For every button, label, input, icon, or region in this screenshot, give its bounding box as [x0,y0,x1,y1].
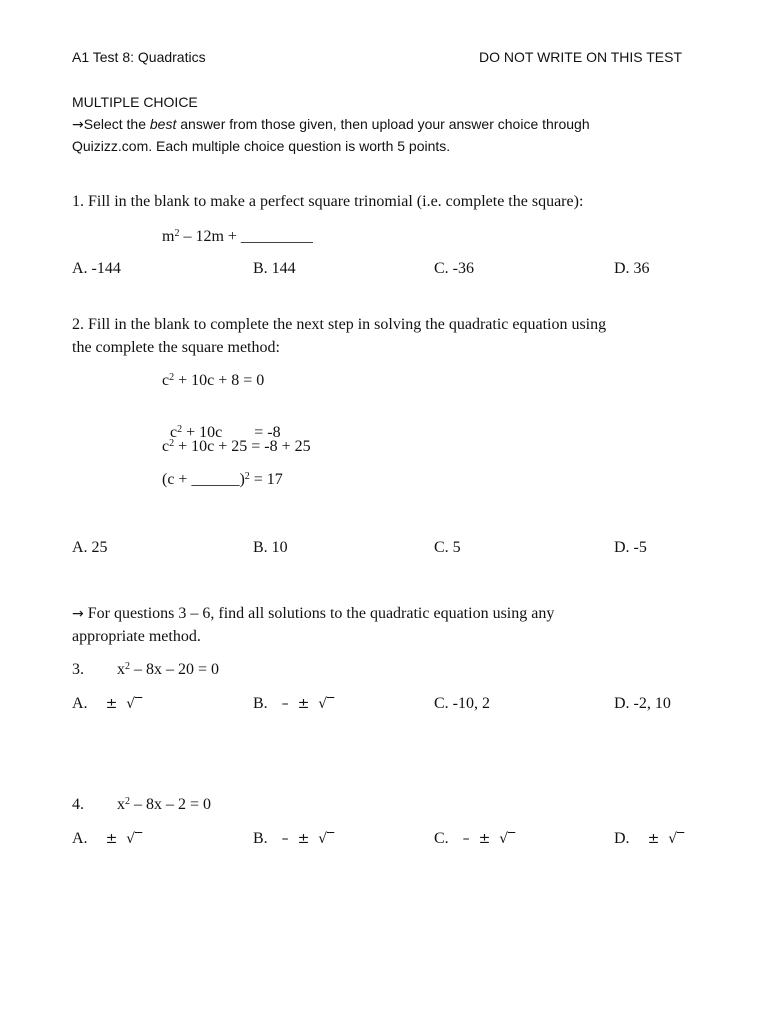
section-title-multiple-choice: MULTIPLE CHOICE [72,94,198,110]
q1-choice-a: A. -144 [72,260,121,277]
arrow-right-icon: → [72,606,84,622]
radical-icon: – ± √‾ [281,696,335,712]
q2-prompt-line-2: the complete the square method: [72,339,280,356]
radical-icon: ± √‾ [647,831,685,847]
q1-prompt: 1. Fill in the blank to make a perfect square trinomial (i.e. complete the square): [72,193,584,210]
radical-icon: – ± √‾ [281,831,335,847]
q4-choice-c: C. – ± √‾ [434,830,516,847]
q2-choice-c: C. 5 [434,539,461,556]
q2-choice-b: B. 10 [253,539,288,556]
q2-step-4: (c + ______)$^2$ = 17 [162,471,283,488]
section-2-line-1: → For questions 3 – 6, find all solutions to the quadratic equation using any [72,605,555,622]
instructions-line-2: Quizizz.com. Each multiple choice question is worth 5 points. [72,138,451,154]
q3-choice-c: C. -10, 2 [434,695,490,712]
q4-number: 4. [72,796,84,813]
q1-choice-d: D. 36 [614,260,650,277]
q4-choice-d: D. ± √‾ [614,830,685,847]
radical-icon: ± √‾ [105,696,143,712]
q1-choice-b: B. 144 [253,260,296,277]
test-title: A1 Test 8: Quadratics [72,49,206,65]
q4-choice-b: B. – ± √‾ [253,830,335,847]
instructions-line-1 [72,116,590,134]
section-2-line-2: appropriate method. [72,628,201,645]
q1-choice-c: C. -36 [434,260,474,277]
q2-step-1: $c^2 + 10c + 8 = 0$ [162,372,265,389]
q1-expression: $m^2 - 12m$ + _________ [162,228,313,245]
q2-step-2: $c^2 + 10c$ = -8 [170,424,281,442]
q2-choice-d: D. -5 [614,539,647,556]
instructions-emphasis: best [149,116,177,132]
radical-icon: ± √‾ [105,831,143,847]
radical-icon: – ± √‾ [462,831,516,847]
q2-step-3: $c^2 + 10c + 25 = -8 + 25$ [162,438,311,455]
q2-prompt-line-1: 2. Fill in the blank to complete the next step in solving the quadratic equation using [72,316,607,333]
arrow-right-icon: → [72,117,84,133]
q3-number: 3. [72,661,84,678]
q4-choice-a: A. ± √‾ [72,830,143,847]
q3-equation: $x^2 - 8x - 20 = 0$ [117,661,220,678]
instructions-text-b: answer from those given, then upload your answer choice through [176,116,590,132]
q2-choice-a: A. 25 [72,539,108,556]
instructions-text-a: Select the [83,116,150,132]
q3-choice-d: D. -2, 10 [614,695,671,712]
q4-equation: $x^2 - 8x - 2 = 0$ [117,796,212,813]
q3-choice-b: B. – ± √‾ [253,695,335,712]
q3-choice-a: A. ± √‾ [72,695,143,712]
do-not-write-notice: DO NOT WRITE ON THIS TEST [479,49,683,65]
